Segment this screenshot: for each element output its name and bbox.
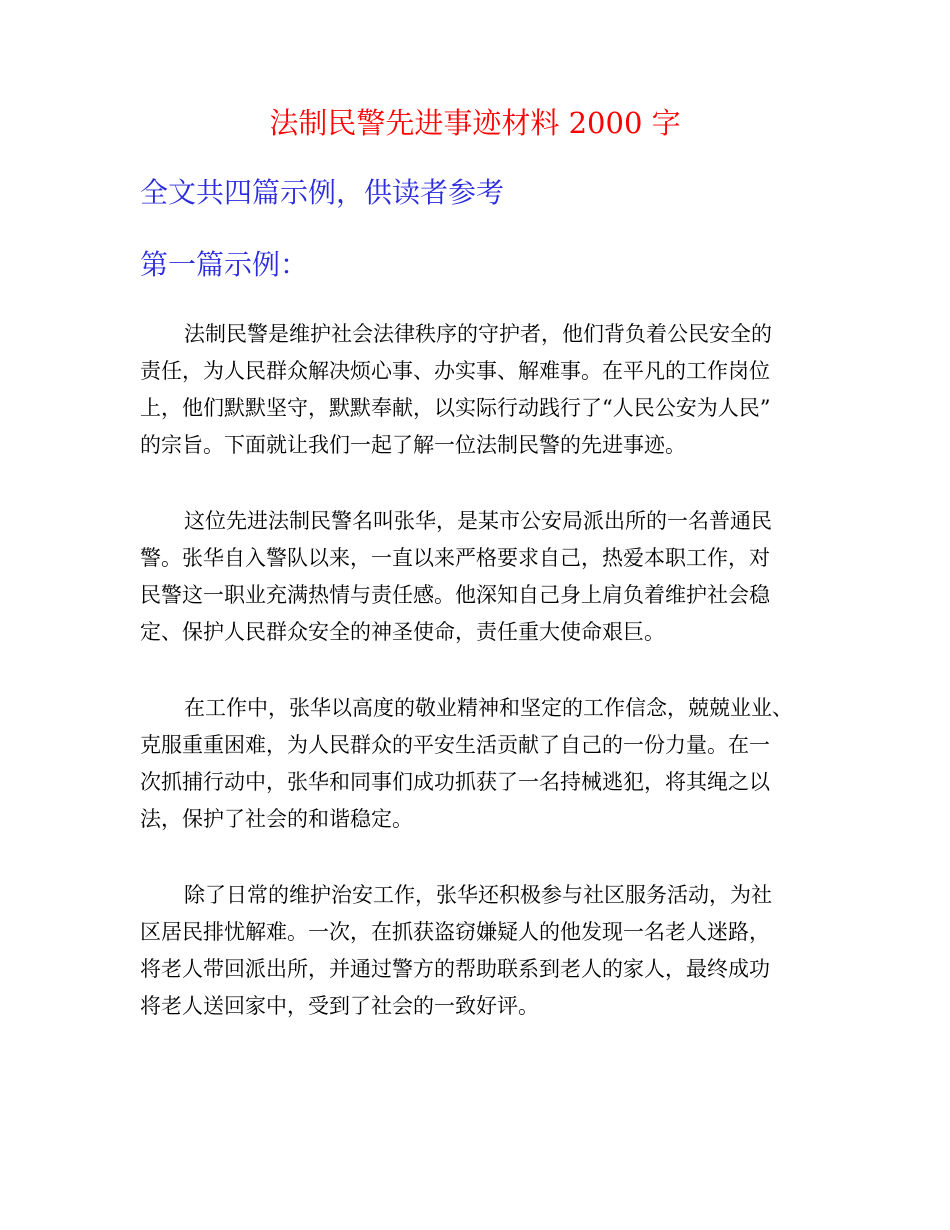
paragraph-line: 的宗旨。下面就让我们一起了解一位法制民警的先进事迹。 [140,433,686,457]
document-title: 法制民警先进事迹材料 2000 字 [269,106,681,140]
paragraph-line: 警。张华自入警队以来，一直以来严格要求自己，热爱本职工作，对 [140,546,770,570]
paragraph-line: 除了日常的维护治安工作，张华还积极参与社区服务活动，为社 [184,883,772,907]
document-subtitle: 全文共四篇示例，供读者参考 [140,176,505,209]
paragraph-1 [140,316,840,464]
paragraph-line: 次抓捕行动中，张华和同事们成功抓获了一名持械逃犯，将其绳之以 [140,770,770,794]
paragraph-line: 责任，为人民群众解决烦心事、办实事、解难事。在平凡的工作岗位 [140,359,770,383]
paragraph-2 [140,503,840,651]
paragraph-4 [140,877,840,1025]
paragraph-line: 法，保护了社会的和谐稳定。 [140,807,413,831]
section-heading: 第一篇示例： [140,248,309,281]
paragraph-line: 上，他们默默坚守，默默奉献，以实际行动践行了“人民公安为人民” [140,396,771,420]
paragraph-line: 克服重重困难，为人民群众的平安生活贡献了自己的一份力量。在一 [140,733,770,757]
paragraph-line: 定、保护人民群众安全的神圣使命，责任重大使命艰巨。 [140,620,665,644]
paragraph-line: 区居民排忧解难。一次，在抓获盗窃嫌疑人的他发现一名老人迷路， [140,920,770,944]
paragraph-line: 法制民警是维护社会法律秩序的守护者，他们背负着公民安全的 [184,322,772,346]
paragraph-line: 民警这一职业充满热情与责任感。他深知自己身上肩负着维护社会稳 [140,583,770,607]
paragraph-line: 将老人送回家中，受到了社会的一致好评。 [140,994,539,1018]
paragraph-line: 在工作中，张华以高度的敬业精神和坚定的工作信念，兢兢业业、 [184,696,793,720]
paragraph-line: 这位先进法制民警名叫张华，是某市公安局派出所的一名普通民 [184,509,772,533]
paragraph-line: 将老人带回派出所，并通过警方的帮助联系到老人的家人，最终成功 [140,957,770,981]
paragraph-3 [140,690,840,838]
